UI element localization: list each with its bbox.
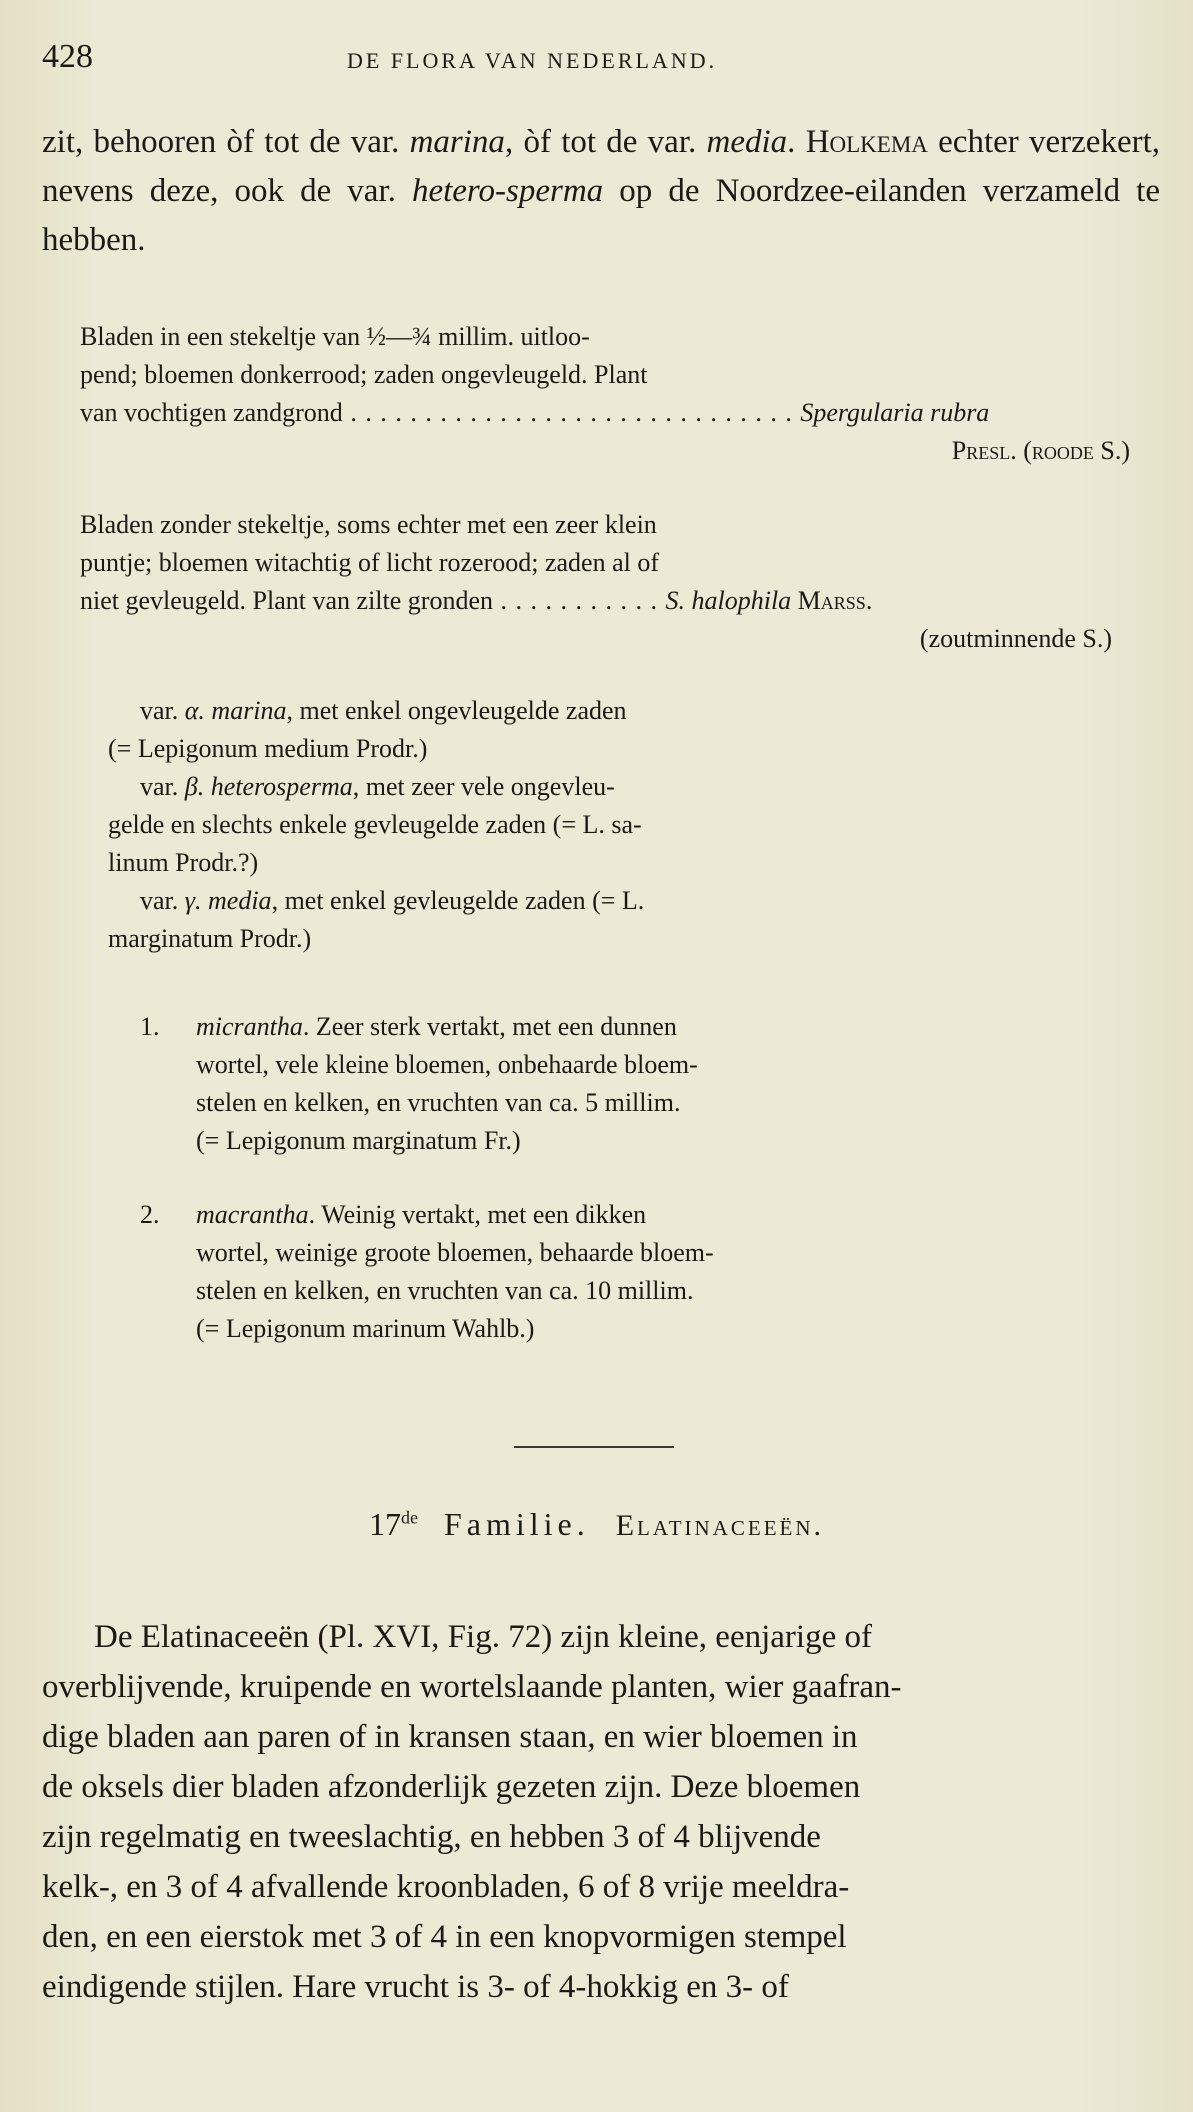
variety-line: marginatum Prodr.) bbox=[108, 924, 312, 953]
key-text: van vochtigen zandgrond bbox=[80, 398, 343, 427]
taxon-author: Marss. bbox=[791, 586, 873, 615]
description-line: overblijvende, kruipende en wortelslaande planten, wier gaafran- bbox=[42, 1669, 902, 1705]
form-line: stelen en kelken, en vruchten van ca. 5 millim. bbox=[196, 1088, 681, 1117]
variety-prefix: var. bbox=[140, 772, 185, 801]
form-text bbox=[196, 1008, 848, 1160]
form-name: macrantha bbox=[196, 1200, 309, 1229]
form-line: . Weinig vertakt, met een dikken bbox=[308, 1200, 647, 1229]
variety-line: linum Prodr.?) bbox=[108, 848, 259, 877]
variety-name: α. marina bbox=[184, 696, 287, 725]
form-number: 1. bbox=[140, 1012, 160, 1041]
family-heading bbox=[0, 1506, 1193, 1543]
form-macrantha bbox=[140, 1196, 848, 1348]
lead-text: zit, behooren òf tot de var. bbox=[42, 124, 410, 160]
taxon-author: Presl. (roode S.) bbox=[951, 436, 1130, 465]
variety-line: gelde en slechts enkele gevleugelde zaden (= L. sa- bbox=[108, 810, 642, 839]
variety-prefix: var. bbox=[140, 696, 185, 725]
form-line: . Zeer sterk vertakt, met een dunnen bbox=[302, 1012, 677, 1041]
running-header bbox=[42, 38, 1162, 88]
variety-text: , met enkel gevleugelde zaden (= L. bbox=[271, 886, 645, 915]
family-description bbox=[42, 1612, 1160, 2012]
form-synonym: (= Lepigonum marinum Wahlb.) bbox=[196, 1314, 535, 1343]
variety-heterosperma: hetero-sperma bbox=[411, 173, 604, 209]
ordinal-number: 17 bbox=[368, 1506, 401, 1542]
key-line bbox=[80, 394, 1130, 432]
variety-synonym: (= Lepigonum medium Prodr.) bbox=[108, 734, 428, 763]
family-name: Elatinaceeën. bbox=[615, 1509, 825, 1542]
family-label: Familie. bbox=[443, 1506, 590, 1542]
form-name: micrantha bbox=[196, 1012, 303, 1041]
form-synonym: (= Lepigonum marginatum Fr.) bbox=[196, 1126, 521, 1155]
section-divider bbox=[514, 1446, 674, 1448]
common-name: (zoutminnende S.) bbox=[919, 624, 1112, 653]
form-line: stelen en kelken, en vruchten van ca. 10 millim. bbox=[196, 1276, 694, 1305]
variety-media: media bbox=[706, 124, 788, 160]
key-entry-halophila bbox=[80, 506, 1130, 658]
form-micrantha bbox=[140, 1008, 848, 1160]
description-line: de oksels dier bladen afzonderlijk gezeten zijn. Deze bloemen bbox=[42, 1769, 861, 1805]
key-text: niet gevleugeld. Plant van zilte gronden bbox=[80, 586, 493, 615]
form-line: wortel, weinige groote bloemen, behaarde bloem- bbox=[196, 1238, 714, 1267]
key-line: Bladen zonder stekeltje, soms echter met een zeer klein bbox=[80, 510, 657, 539]
variety-alpha bbox=[108, 692, 848, 730]
key-line: puntje; bloemen witachtig of licht rozerood; zaden al of bbox=[80, 548, 660, 577]
description-line: De Elatinaceeën (Pl. XVI, Fig. 72) zijn kleine, eenjarige of bbox=[94, 1619, 872, 1655]
variety-name: γ. media bbox=[184, 886, 272, 915]
leader-dots: . . . . . . . . . . . . . . . . . . . . . . . . . . . . . . bbox=[342, 398, 801, 427]
lead-text: . bbox=[787, 124, 806, 160]
form-number: 2. bbox=[140, 1200, 160, 1229]
lead-text: echter verzekert, nevens deze, ook de var. bbox=[42, 124, 1161, 209]
variety-text: , met zeer vele ongevleu- bbox=[352, 772, 615, 801]
lead-text: , òf tot de var. bbox=[504, 124, 707, 160]
description-line: den, en een eierstok met 3 of 4 in een knopvormigen stempel bbox=[42, 1919, 847, 1955]
key-line: pend; bloemen donkerrood; zaden ongevleugeld. Plant bbox=[80, 360, 648, 389]
description-line: eindigende stijlen. Hare vrucht is 3- of 4-hokkig en 3- of bbox=[42, 1969, 789, 2005]
key-line bbox=[80, 582, 1130, 620]
lead-paragraph bbox=[42, 118, 1160, 265]
leader-dots: . . . . . . . . . . . bbox=[493, 586, 666, 615]
lead-text: op de Noordzee-eilanden verzameld te hebben. bbox=[42, 173, 1160, 258]
form-line: wortel, vele kleine bloemen, onbehaarde bloem- bbox=[196, 1050, 698, 1079]
description-line: kelk-, en 3 of 4 afvallende kroonbladen, 6 of 8 vrije meeldra- bbox=[42, 1869, 850, 1905]
key-line: Bladen in een stekeltje van ½—¾ millim. uitloo- bbox=[80, 322, 590, 351]
description-line: zijn regelmatig en tweeslachtig, en hebben 3 of 4 blijvende bbox=[42, 1819, 821, 1855]
taxon-name: Spergularia rubra bbox=[800, 398, 990, 427]
running-title: DE FLORA VAN NEDERLAND. bbox=[347, 48, 718, 73]
varieties-list bbox=[108, 692, 848, 958]
taxon-name: S. halophila bbox=[665, 586, 792, 615]
description-line: dige bladen aan paren of in kransen staan, en wier bloemen in bbox=[42, 1719, 858, 1755]
ordinal-suffix: de bbox=[400, 1507, 418, 1528]
variety-text: , met enkel ongevleugelde zaden bbox=[286, 696, 627, 725]
page-number: 428 bbox=[42, 38, 93, 75]
family-ordinal bbox=[369, 1506, 418, 1542]
key-entry-rubra bbox=[80, 318, 1130, 470]
variety-name: β. heterosperma bbox=[184, 772, 353, 801]
variety-beta bbox=[108, 768, 848, 806]
variety-marina: marina bbox=[409, 124, 505, 160]
variety-gamma bbox=[108, 882, 848, 920]
form-text bbox=[196, 1196, 848, 1348]
variety-prefix: var. bbox=[140, 886, 185, 915]
author-holkema: Holkema bbox=[805, 124, 928, 160]
